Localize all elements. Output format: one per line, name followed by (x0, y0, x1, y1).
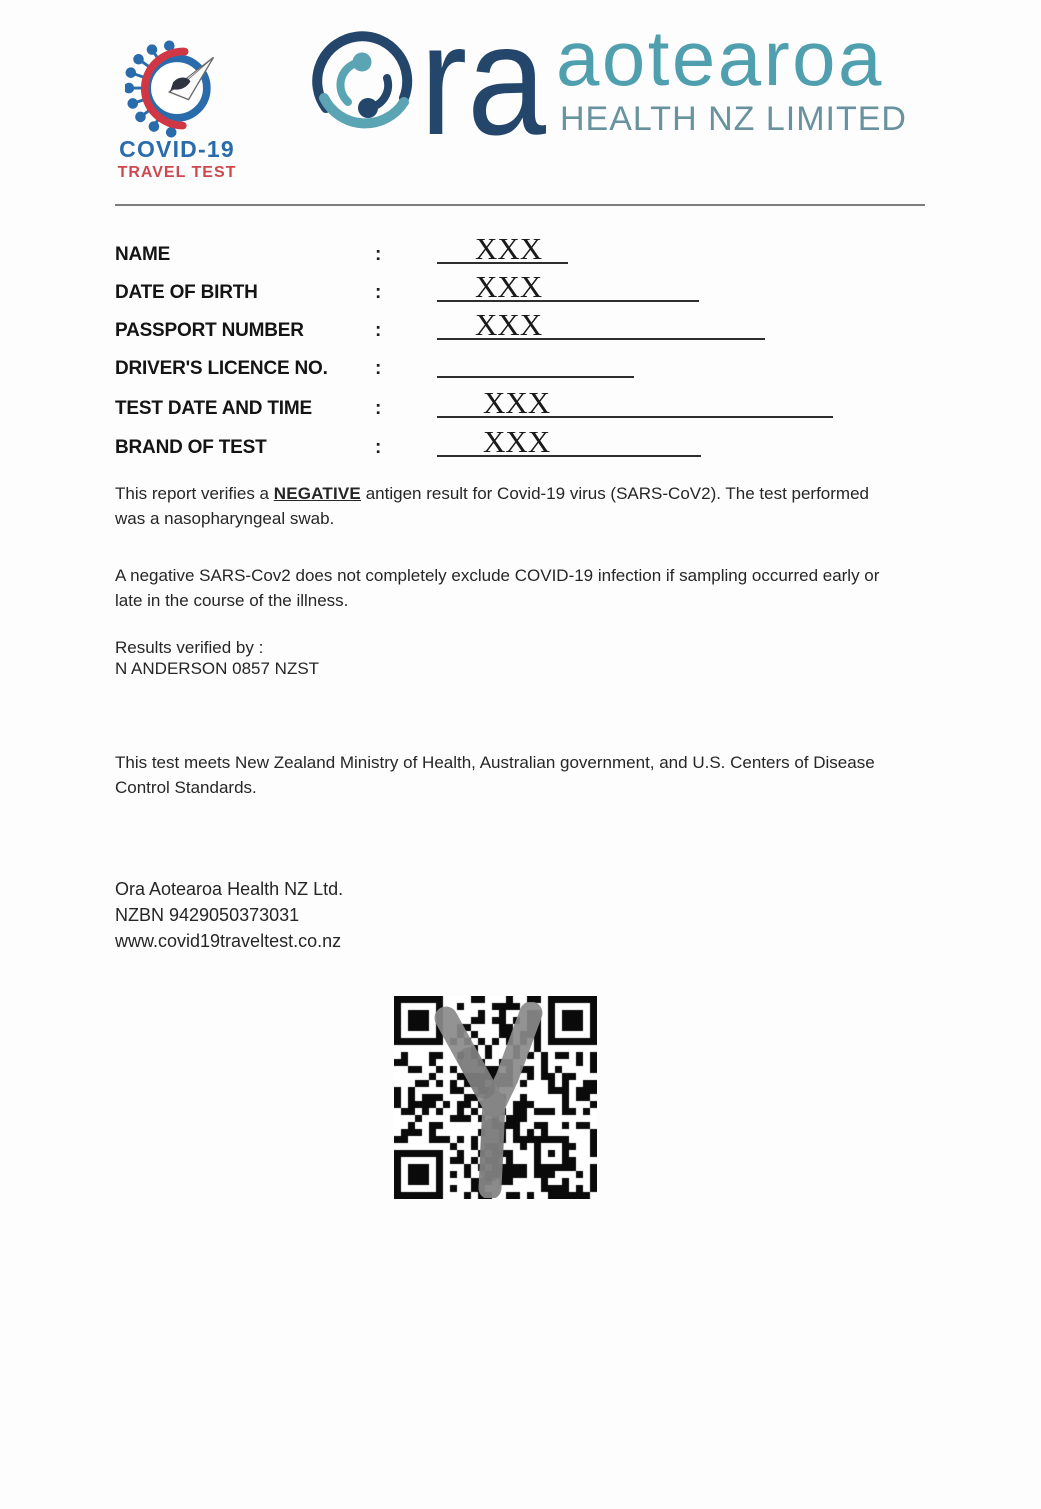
ora-logo-subtitle: HEALTH NZ LIMITED (560, 100, 907, 138)
field-underline (437, 266, 699, 302)
ora-logo-ra-text: ra (420, 26, 547, 144)
field-underline (437, 421, 701, 457)
company-name: Ora Aotearoa Health NZ Ltd. (115, 879, 344, 899)
disclaimer-paragraph: A negative SARS-Cov2 does not completely exclude COVID-19 infection if sampling occurred early or late in the course of the illness. (115, 566, 880, 610)
field-label: DATE OF BIRTH (115, 282, 258, 303)
field-value: XXX (483, 385, 551, 420)
virus-plane-icon (125, 40, 229, 140)
field-row-test-date-time (115, 385, 935, 420)
covid19-travel-test-logo (102, 40, 252, 182)
field-row-name (115, 231, 935, 266)
field-label: DRIVER'S LICENCE NO. (115, 358, 328, 379)
field-underline (437, 382, 833, 418)
field-colon: : (375, 244, 382, 265)
field-row-drivers-licence (115, 351, 935, 378)
verified-by-block (115, 637, 319, 679)
field-colon: : (375, 282, 382, 303)
field-label: TEST DATE AND TIME (115, 398, 312, 419)
field-value: XXX (475, 231, 543, 266)
covid-logo-subtitle: TRAVEL TEST (117, 164, 237, 181)
field-value: XXX (475, 307, 543, 342)
ora-logo (312, 26, 562, 144)
field-underline (437, 342, 634, 378)
field-colon: : (375, 320, 382, 341)
field-underline (437, 228, 568, 264)
result-line1: This report verifies a NEGATIVE antigen result for Covid-19 virus (SARS-CoV2). The test performed (115, 484, 869, 503)
company-nzbn: NZBN 9429050373031 (115, 905, 300, 925)
company-website: www.covid19traveltest.co.nz (115, 931, 342, 951)
y-scribble-overlay (414, 1002, 554, 1198)
verified-label: Results verified by : (115, 638, 264, 657)
covid-logo-title: COVID-19 (119, 136, 235, 162)
field-colon: : (375, 358, 382, 379)
field-colon: : (375, 398, 382, 419)
header-divider (115, 204, 925, 206)
field-value: XXX (483, 424, 551, 459)
field-underline (437, 304, 765, 340)
result-paragraph (115, 481, 869, 531)
result-line2: was a nasopharyngeal swab. (115, 509, 335, 528)
field-colon: : (375, 437, 382, 458)
field-row-brand-of-test (115, 424, 935, 459)
field-row-date-of-birth (115, 269, 935, 304)
company-footer (115, 876, 343, 954)
field-label: PASSPORT NUMBER (115, 320, 304, 341)
ora-logo-wordmark: aotearoa (556, 14, 884, 102)
field-label: NAME (115, 244, 171, 265)
negative-result-text: NEGATIVE (273, 484, 361, 503)
field-row-passport-number (115, 307, 935, 342)
verifier-name: N ANDERSON 0857 NZST (115, 659, 320, 678)
field-label: BRAND OF TEST (115, 437, 267, 458)
field-value: XXX (475, 269, 543, 304)
standards-paragraph: This test meets New Zealand Ministry of Health, Australian government, and U.S. Centers of Disease Control Standards. (115, 753, 875, 797)
